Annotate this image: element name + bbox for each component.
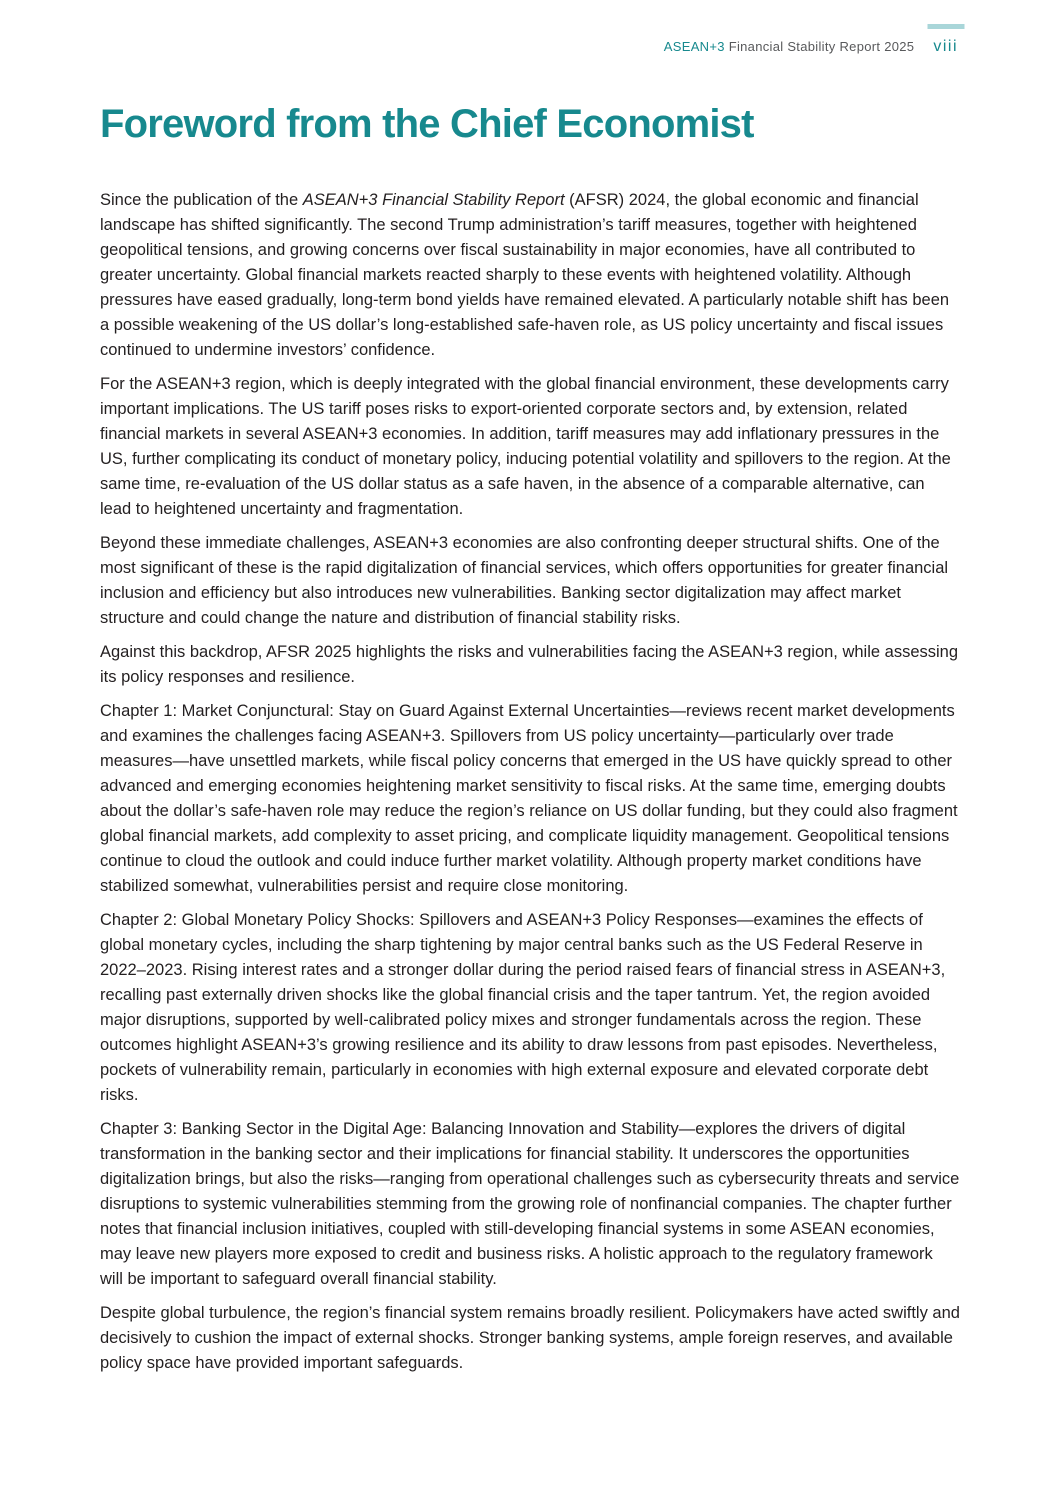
page-number: viii (933, 38, 958, 55)
paragraph (100, 699, 960, 899)
paragraph (100, 188, 960, 363)
paragraph (100, 1117, 960, 1292)
page-number-block (933, 38, 958, 56)
paragraph-text: Despite global turbulence, the region’s financial system remains broadly resilient. Policymakers have acted swiftly and decisively to cushion the impact of external shocks. Stronger banking systems, ample foreign reserves, and available policy space have provided important safeguards. (100, 1304, 960, 1372)
paragraph-text: Since the publication of the (100, 191, 303, 209)
paragraph (100, 640, 960, 690)
page-header (100, 38, 958, 56)
paragraph (100, 372, 960, 522)
report-title-italic: ASEAN+3 Financial Stability Report (302, 191, 565, 209)
paragraph-text: For the ASEAN+3 region, which is deeply integrated with the global financial environment, these developments carry important implications. The US tariff poses risks to export-oriented corporate sectors and, by extension, related financial markets in several ASEAN+3 economies. In addition, tariff measures may add inflationary pressures in the US, further complicating its conduct of monetary policy, inducing potential volatility and spillovers to the region. At the same time, re-evaluation of the US dollar status as a safe haven, in the absence of a comparable alternative, can lead to heightened uncertainty and fragmentation. (100, 375, 951, 518)
paragraph-text: Beyond these immediate challenges, ASEAN+3 economies are also confronting deeper structural shifts. One of the most significant of these is the rapid digitalization of financial services, which offers opportunities for greater financial inclusion and efficiency but also introduces new vulnerabilities. Banking sector digitalization may affect market structure and could change the nature and distribution of financial stability risks. (100, 534, 949, 627)
page-number-accent-bar (927, 24, 964, 29)
report-brand: ASEAN+3 (663, 39, 725, 54)
paragraph (100, 908, 960, 1108)
foreword-body (100, 188, 960, 1376)
paragraph-text: (AFSR) 2024, the global economic and financial landscape has shifted significantly. The second Trump administration’s tariff measures, together with heightened geopolitical tensions, and growing concerns over fiscal sustainability in major economies, have all contributed to greater uncertainty. Global financial markets reacted sharply to these events with heightened volatility. Although pressures have eased gradually, long-term bond yields have remained elevated. A particularly notable shift has been a possible weakening of the US dollar’s long-established safe-haven role, as US policy uncertainty and fiscal issues continued to undermine investors’ confidence. (100, 191, 950, 359)
page-title: Foreword from the Chief Economist (100, 102, 754, 146)
paragraph-text: Chapter 1: Market Conjunctural: Stay on Guard Against External Uncertainties—reviews recent market developments and examines the challenges facing ASEAN+3. Spillovers from US policy uncertainty—particularly over trade measures—have unsettled markets, while fiscal policy concerns that emerged in the US have quickly spread to other advanced and emerging economies heightening market sensitivity to fiscal risks. At the same time, emerging doubts about the dollar’s safe-haven role may reduce the region’s reliance on US dollar funding, but they could also fragment global financial markets, add complexity to asset pricing, and complicate liquidity management. Geopolitical tensions continue to cloud the outlook and could induce further market volatility. Although property market conditions have stabilized somewhat, vulnerabilities persist and require close monitoring. (100, 702, 958, 895)
paragraph (100, 1301, 960, 1376)
paragraph-text: Chapter 2: Global Monetary Policy Shocks: Spillovers and ASEAN+3 Policy Responses—examines the effects of global monetary cycles, including the sharp tightening by major central banks such as the US Federal Reserve in 2022–2023. Rising interest rates and a stronger dollar during the period raised fears of financial stress in ASEAN+3, recalling past externally driven shocks like the global financial crisis and the taper tantrum. Yet, the region avoided major disruptions, supported by well-calibrated policy mixes and stronger fundamentals across the region. These outcomes highlight ASEAN+3’s growing resilience and its ability to draw lessons from past episodes. Nevertheless, pockets of vulnerability remain, particularly in economies with high external exposure and elevated corporate debt risks. (100, 911, 946, 1104)
running-header (664, 39, 915, 54)
report-name: Financial Stability Report 2025 (728, 39, 915, 54)
paragraph-text: Against this backdrop, AFSR 2025 highlights the risks and vulnerabilities facing the ASEAN+3 region, while assessing its policy responses and resilience. (100, 643, 959, 686)
paragraph (100, 531, 960, 631)
paragraph-text: Chapter 3: Banking Sector in the Digital Age: Balancing Innovation and Stability—explores the drivers of digital transformation in the banking sector and their implications for financial stability. It underscores the opportunities digitalization brings, but also the risks—ranging from operational challenges such as cybersecurity threats and service disruptions to systemic vulnerabilities stemming from the growing role of nonfinancial companies. The chapter further notes that financial inclusion initiatives, coupled with still-developing financial systems in some ASEAN economies, may leave new players more exposed to credit and business risks. A holistic approach to the regulatory framework will be important to safeguard overall financial stability. (100, 1120, 960, 1288)
